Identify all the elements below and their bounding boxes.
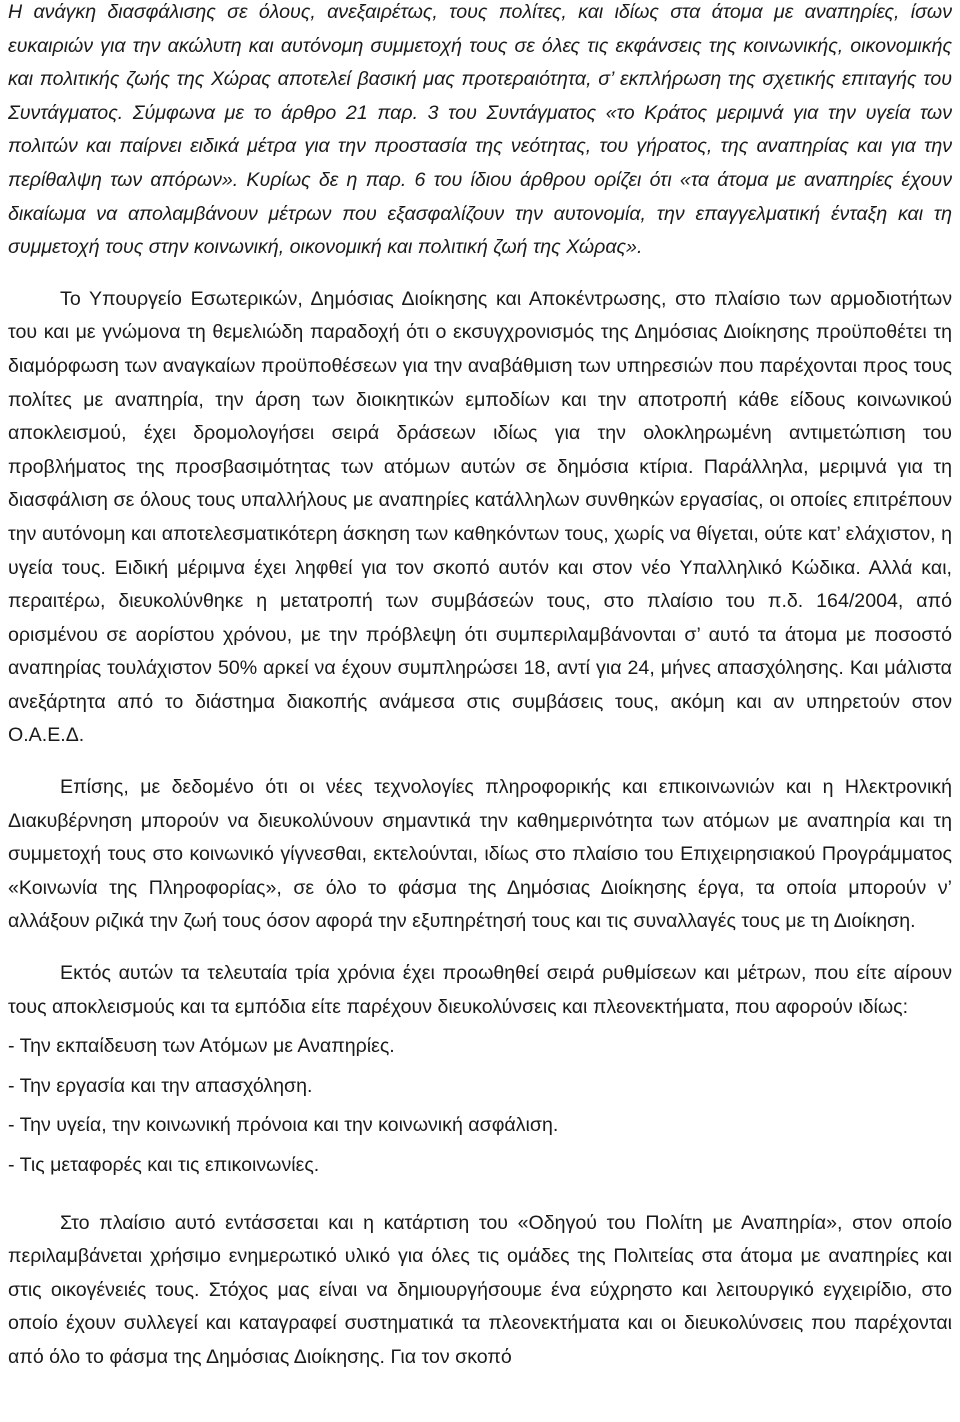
measures-list: [8, 1030, 952, 1182]
paragraph-technology: Επίσης, με δεδομένο ότι οι νέες τεχνολογίες πληροφορικής και επικοινωνιών και η Ηλεκτρονική Διακυβέρνηση μπορούν να διευκολύνουν σημαντικά την καθημερινότητα των ατόμων με αναπηρία και τη συμμετοχή τους στο κοινωνικό γίγνεσθαι, εκτελούνται, ιδίως στο πλαίσιο του Επιχειρησιακού Προγράμματος «Κοινωνία της Πληροφορίας», σε όλο το φάσμα της Δημόσιας Διοίκησης έργα, τα οποία μπορούν ν’ αλλάξουν ριζικά την ζωή τους όσον αφορά την εξυπηρέτησή τους και τις συναλλαγές τους με τη Διοίκηση.: [8, 776, 952, 933]
paragraph-spacer: [8, 265, 952, 283]
list-item: - Την εργασία και την απασχόληση.: [8, 1074, 313, 1097]
list-item: - Την εκπαίδευση των Ατόμων με Αναπηρίες.: [8, 1035, 395, 1058]
paragraph-spacer: [8, 753, 952, 771]
document-page: [8, 0, 952, 1375]
paragraph-spacer: [8, 1189, 952, 1207]
paragraph-intro: Η ανάγκη διασφάλισης σε όλους, ανεξαιρέτως, τους πολίτες, και ιδίως στα άτομα με αναπηρίες, ίσων ευκαιριών για την ακώλυτη και αυτόνομη συμμετοχή τους σε όλες τις εκφάνσεις της κοινωνικής, οικονομικής και πολιτικής ζωής της Χώρας αποτελεί βασική μας προτεραιότητα, σ’ εκπλήρωση της σχετικής επιταγής του Συντάγματος. Σύμφωνα με το άρθρο 21 παρ. 3 του Συντάγματος «το Κράτος μεριμνά για την υγεία των πολιτών και παίρνει ειδικά μέτρα για την προστασία της νεότητας, του γήρατος, της αναπηρίας και για την περίθαλψη των απόρων». Κυρίως δε η παρ. 6 του ίδιου άρθρου ορίζει ότι «τα άτομα με αναπηρίες έχουν δικαίωμα να απολαμβάνουν μέτρων που εξασφαλίζουν την αυτονομία, την επαγγελματική ένταξη και τη συμμετοχή τους στην κοινωνική, οικονομική και πολιτική ζωή της Χώρας».: [8, 1, 952, 259]
paragraph-guide: Στο πλαίσιο αυτό εντάσσεται και η κατάρτιση του «Οδηγού του Πολίτη με Αναπηρία», στον οποίο περιλαμβάνεται χρήσιμο ενημερωτικό υλικό για όλες τις ομάδες της Πολιτείας στα άτομα με αναπηρίες και στις οικογένειές τους. Στόχος μας είναι να δημιουργήσουμε ένα εύχρηστο και λειτουργικό εγχειρίδιο, στο οποίο έχουν συλλεγεί και καταγραφεί συστηματικά τα πλεονεκτήματα και οι διευκολύνσεις που παρέχονται από όλο το φάσμα της Δημόσιας Διοίκησης. Για τον σκοπό: [8, 1211, 952, 1368]
list-item: - Τις μεταφορές και τις επικοινωνίες.: [8, 1154, 320, 1176]
paragraph-ministry: Το Υπουργείο Εσωτερικών, Δημόσιας Διοίκησης και Αποκέντρωσης, στο πλαίσιο των αρμοδιοτήτων του και με γνώμονα τη θεμελιώδη παραδοχή ότι ο εκσυγχρονισμός της Δημόσιας Διοίκησης προϋποθέτει τη διαμόρφωση των αναγκαίων προϋποθέσεων για την αναβάθμιση των υπηρεσιών που παρέχονται προς τους πολίτες με αναπηρία, την άρση των διοικητικών εμποδίων και την αποτροπή κάθε είδους κοινωνικού αποκλεισμού, έχει δρομολογήσει σειρά δράσεων ιδίως για την ολοκληρωμένη αντιμετώπιση του προβλήματος της προσβασιμότητας των ατόμων αυτών σε δημόσια κτίρια. Παράλληλα, μεριμνά για τη διασφάλιση σε όλους τους υπαλλήλους με αναπηρίες κατάλληλων συνθηκών εργασίας, οι οποίες επιτρέπουν την αυτόνομη και αποτελεσματικότερη άσκηση των καθηκόντων τους, χωρίς να θίγεται, ούτε κατ’ ελάχιστον, η υγεία τους. Ειδική μέριμνα έχει ληφθεί για τον σκοπό αυτόν και στον νέο Υπαλληλικό Κώδικα. Αλλά και, περαιτέρω, διευκολύνθηκε η μετατροπή των συμβάσεών τους, στο πλαίσιο του π.δ. 164/2004, από ορισμένου σε αορίστου χρόνου, με την πρόβλεψη ότι συμπεριλαμβάνονται σ’ αυτό τα άτομα με ποσοστό αναπηρίας τουλάχιστον 50% αρκεί να έχουν συμπληρώσει 18, αντί για 24, μήνες απασχόλησης. Και μάλιστα ανεξάρτητα από το διάστημα διακοπής ανάμεσα στις συμβάσεις τους, ακόμη και αν υπηρετούν στον Ο.Α.Ε.Δ.: [8, 287, 952, 747]
list-item: - Την υγεία, την κοινωνική πρόνοια και την κοινωνική ασφάλιση.: [8, 1114, 559, 1137]
paragraph-measures: Εκτός αυτών τα τελευταία τρία χρόνια έχει προωθηθεί σειρά ρυθμίσεων και μέτρων, που είτε αίρουν τους αποκλεισμούς και τα εμπόδια είτε παρέχουν διευκολύνσεις και πλεονεκτήματα, που αφορούν ιδίως:: [8, 962, 952, 1018]
paragraph-spacer: [8, 939, 952, 957]
